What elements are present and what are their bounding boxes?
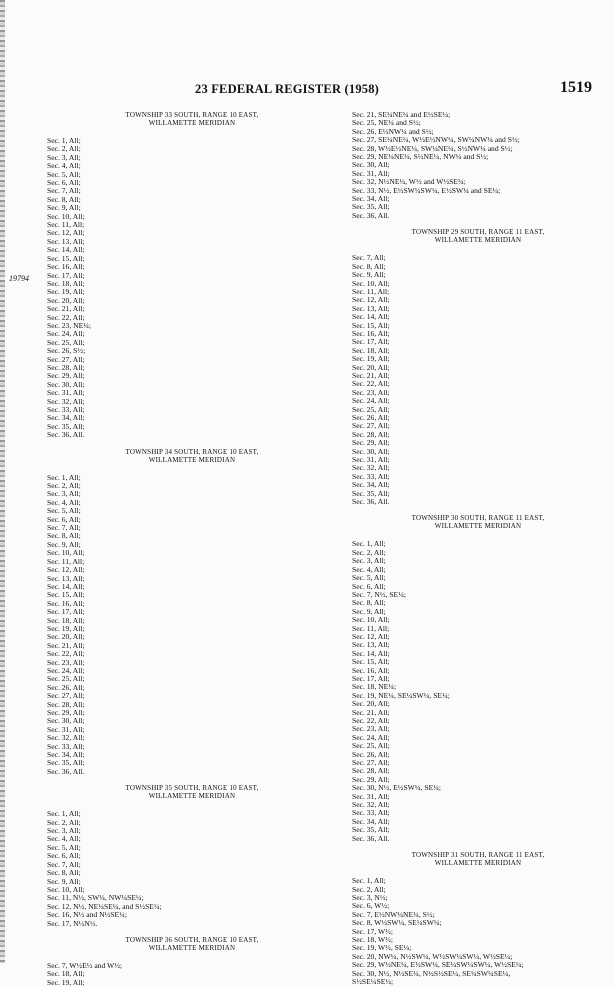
section-entry: Sec. 33, All; xyxy=(352,808,390,818)
section-entry: Sec. 17, All; xyxy=(352,673,390,683)
section-entry: Sec. 7, W½E½ and W½; xyxy=(47,960,123,970)
section-entry: Sec. 27, All; xyxy=(352,758,390,768)
section-entry: Sec. 34, All; xyxy=(47,413,85,423)
section-entry: Sec. 17, All; xyxy=(352,337,390,347)
section-entry: Sec. 7, N½, SE¼; xyxy=(352,589,406,599)
section-entry: Sec. 19, All; xyxy=(47,977,85,987)
left-column xyxy=(47,111,337,987)
section-entry: Sec. 36, All. xyxy=(47,430,85,440)
section-entry: Sec. 19, W½, SE¼; xyxy=(352,943,412,953)
section-entry: Sec. 31, All; xyxy=(47,388,85,398)
section-entry: Sec. 17, All; xyxy=(47,607,85,617)
section-entry: Sec. 2, All; xyxy=(47,481,81,491)
section-entry: Sec. 23, All; xyxy=(352,724,390,734)
section-entry: Sec. 1, All; xyxy=(47,136,81,145)
section-entry: Sec. 27, All; xyxy=(47,354,85,364)
section-entry: Sec. 26, All; xyxy=(352,749,390,759)
section-entry: Sec. 21, All; xyxy=(352,707,390,717)
section-entry: Sec. 28, All; xyxy=(352,766,390,776)
section-entry: Sec. 14, All; xyxy=(352,648,390,658)
section-entry: Sec. 7, All; xyxy=(47,523,81,533)
section-entry: Sec. 12, All; xyxy=(352,295,390,305)
section-entry: Sec. 32, All; xyxy=(47,396,85,406)
section-entry: Sec. 16, All; xyxy=(47,262,85,272)
township-heading-line: WILLAMETTE MERIDIAN xyxy=(148,455,236,464)
section-entry: Sec. 25, All; xyxy=(352,741,390,751)
section-entry: Sec. 21, SE¼NE¼ and E½SE¼; xyxy=(352,110,451,119)
section-entry: Sec. 35, All; xyxy=(47,758,85,768)
section-entry: Sec. 11, N½, SW¼, NW¼SE¼; xyxy=(47,893,144,903)
section-entry: Sec. 6, All; xyxy=(47,851,81,861)
section-entry: Sec. 16, All; xyxy=(352,328,390,338)
township-heading xyxy=(47,448,337,464)
township-heading-line: WILLAMETTE MERIDIAN xyxy=(434,522,522,531)
section-entry: Sec. 13, All; xyxy=(47,236,85,246)
section-entry: Sec. 25, NE¼ and S½; xyxy=(352,118,421,128)
section-entry: Sec. 23, All; xyxy=(47,657,85,667)
section-entry: Sec. 21, All; xyxy=(47,640,85,650)
section-entry: Sec. 31, All; xyxy=(352,791,390,801)
section-entry: Sec. 33, All; xyxy=(352,471,390,481)
section-entry: Sec. 2, All; xyxy=(352,547,386,557)
section-entry: Sec. 7, All; xyxy=(47,859,81,869)
section-entry: Sec. 19, All; xyxy=(47,287,85,297)
section-entry: Sec. 29, All; xyxy=(352,774,390,784)
section-entry: Sec. 18, All; xyxy=(47,969,85,979)
section-entry: Sec. 34, All; xyxy=(47,750,85,760)
section-entry: Sec. 9, All; xyxy=(352,270,386,280)
section-entry: Sec. 19, NE¼, SE¼SW¼, SE¼; xyxy=(352,690,450,700)
section-entry: Sec. 36, All. xyxy=(352,497,390,507)
section-entry: Sec. 1, All; xyxy=(47,809,81,819)
section-entry: Sec. 3, All; xyxy=(352,556,386,566)
section-entry: Sec. 8, All; xyxy=(352,261,386,271)
section-entry: Sec. 3, All; xyxy=(47,826,81,836)
page-header xyxy=(0,80,614,98)
section-entry: Sec. 2, All; xyxy=(352,884,386,894)
section-entry: Sec. 26, All; xyxy=(47,682,85,692)
section-entry: Sec. 26, All; xyxy=(352,413,390,422)
township-heading xyxy=(47,784,337,800)
section-entry: Sec. 12, All; xyxy=(47,565,85,575)
section-entry: Sec. 6, W½; xyxy=(352,901,390,911)
section-entry: Sec. 4, All; xyxy=(47,834,81,844)
section-entry: Sec. 13, All; xyxy=(47,573,85,583)
section-entry: Sec. 20, NW¼, N½SW¼, W½SW¼SW¼, W½SE¼; xyxy=(352,951,513,961)
section-entry: Sec. 10, All; xyxy=(47,211,85,221)
section-entry: Sec. 17, W½; xyxy=(352,926,393,936)
section-entry: Sec. 2, All; xyxy=(47,144,81,154)
section-entry: Sec. 9, All; xyxy=(352,606,386,616)
section-entry: Sec. 8, W½SW¼, SE¼SW¼; xyxy=(352,918,442,928)
section-entry: Sec. 3, All; xyxy=(47,152,81,162)
section-entry: Sec. 1, All; xyxy=(352,539,386,549)
section-entry: Sec. 24, All; xyxy=(352,396,390,406)
township-heading-line: TOWNSHIP 36 SOUTH, RANGE 10 EAST, xyxy=(125,935,259,944)
township-heading-line: WILLAMETTE MERIDIAN xyxy=(148,792,236,801)
section-entry: Sec. 29, NE¼NE¼, S½NE¼, NW¼ and S½; xyxy=(352,152,489,162)
section-entry: Sec. 7, All; xyxy=(47,186,81,196)
township-heading xyxy=(352,851,604,867)
section-entry: Sec. 31, All; xyxy=(47,724,85,734)
section-entry: Sec. 29, All; xyxy=(352,438,390,448)
section-entry: Sec. 35, All; xyxy=(352,488,390,498)
section-entry: Sec. 36, All. xyxy=(352,833,390,843)
section-entry: Sec. 9, All; xyxy=(47,539,81,549)
section-entry: Sec. 13, All; xyxy=(352,303,390,313)
section-entry: Sec. 13, All; xyxy=(352,640,390,650)
section-entry: Sec. 8, All; xyxy=(352,598,386,608)
section-entry: Sec. 6, All; xyxy=(47,178,81,188)
section-entry: Sec. 36, All. xyxy=(352,210,390,220)
township-heading xyxy=(47,111,337,127)
section-entry: Sec. 4, All; xyxy=(47,497,81,507)
section-entry: Sec. 32, All; xyxy=(47,733,85,743)
township-heading-line: WILLAMETTE MERIDIAN xyxy=(434,859,522,868)
section-entry: Sec. 9, All; xyxy=(47,876,81,886)
page-binding-edge xyxy=(0,0,5,963)
section-entry: Sec. 5, All; xyxy=(47,506,81,516)
township-heading-line: WILLAMETTE MERIDIAN xyxy=(148,119,236,127)
section-entry: Sec. 15, All; xyxy=(47,253,85,263)
section-entry: Sec. 26, S½; xyxy=(47,346,86,356)
section-entry: Sec. 23, All; xyxy=(352,387,390,397)
right-column xyxy=(352,111,604,986)
section-entry: Sec. 36, All. xyxy=(47,766,85,776)
township-heading xyxy=(352,228,604,244)
section-entry: Sec. 8, All; xyxy=(47,868,81,878)
section-entry: Sec. 16, N½ and N½SE¼; xyxy=(47,910,127,920)
section-entry: Sec. 10, All; xyxy=(352,278,390,288)
township-heading-line: WILLAMETTE MERIDIAN xyxy=(434,236,522,245)
section-entry: Sec. 35, All; xyxy=(352,202,390,212)
section-entry: Sec. 6, All; xyxy=(352,581,386,591)
section-entry: Sec. 10, All; xyxy=(47,548,85,558)
section-entry: Sec. 30, N½, N½SE¼, N½S½SE¼, SE¼SW¼SE¼, xyxy=(352,968,511,978)
section-entry: Sec. 25, All; xyxy=(47,337,85,347)
section-entry: Sec. 15, All; xyxy=(47,590,85,600)
section-entry: Sec. 14, All; xyxy=(352,312,390,322)
section-entry: Sec. 22, All; xyxy=(47,649,85,659)
section-entry: Sec. 18, W½; xyxy=(352,934,393,944)
section-entry: Sec. 19, All; xyxy=(352,354,390,364)
section-entry: Sec. 2, All; xyxy=(47,817,81,827)
section-entry: Sec. 3, N½; xyxy=(352,892,388,902)
section-entry: Sec. 24, All; xyxy=(352,732,390,742)
page-number: 1519 xyxy=(560,79,592,96)
section-entry: Sec. 27, All; xyxy=(47,691,85,701)
section-entry: Sec. 22, All; xyxy=(47,312,85,322)
section-entry: Sec. 15, All; xyxy=(352,657,390,667)
section-entry: Sec. 30, All; xyxy=(47,716,85,726)
section-entry: Sec. 31, All; xyxy=(352,455,390,465)
section-entry: Sec. 20, All; xyxy=(352,699,390,709)
section-entry: Sec. 28, All; xyxy=(47,699,85,709)
section-entry: Sec. 30, All; xyxy=(352,160,390,170)
section-entry: Sec. 31, All; xyxy=(352,168,390,178)
section-entry: Sec. 27, SE¼NE¼, W½E½NW¼, SW¼NW¼ and S½; xyxy=(352,135,520,145)
section-entry: Sec. 33, N½, E½SW¼SW¼, E½SW¼ and SE¼; xyxy=(352,185,501,195)
township-heading xyxy=(47,936,337,952)
section-entry: Sec. 4, All; xyxy=(47,161,81,171)
section-entry: Sec. 34, All; xyxy=(352,816,390,826)
section-entry: Sec. 16, All; xyxy=(47,598,85,608)
section-entry: Sec. 11, All; xyxy=(47,220,85,230)
section-entry: Sec. 14, All; xyxy=(47,581,85,591)
section-entry: Sec. 32, All; xyxy=(352,463,390,473)
section-entry: Sec. 30, N½, E½SW¼, SE¼; xyxy=(352,783,442,793)
section-entry: Sec. 16, All; xyxy=(352,665,390,675)
township-heading-line: TOWNSHIP 29 SOUTH, RANGE 11 EAST, xyxy=(411,228,545,237)
section-entry: Sec. 32, N½NE¼, W½ and W½SE¼; xyxy=(352,177,466,187)
section-entry: Sec. 23, NE¼; xyxy=(47,320,92,330)
township-heading-line: WILLAMETTE MERIDIAN xyxy=(148,943,236,952)
publication-title: 23 FEDERAL REGISTER (1958) xyxy=(195,82,380,96)
section-entry: Sec. 29, All; xyxy=(47,371,85,381)
section-entry: Sec. 29, All; xyxy=(47,708,85,717)
section-entry: Sec. 22, All; xyxy=(352,716,390,725)
section-entry: Sec. 17, N½N½. xyxy=(47,918,98,928)
section-entry: Sec. 4, All; xyxy=(352,564,386,574)
section-entry: Sec. 18, All; xyxy=(47,278,85,288)
section-entry: Sec. 12, N½, NE¼SE¼, and S½SE¼; xyxy=(47,901,162,911)
township-heading-line: TOWNSHIP 33 SOUTH, RANGE 10 EAST, xyxy=(125,111,259,119)
section-entry: Sec. 9, All; xyxy=(47,203,81,213)
section-entry: Sec. 7, E½NW¼NE¼, S½; xyxy=(352,909,435,919)
section-entry: Sec. 5, All; xyxy=(47,169,81,179)
section-entry: S½SE¼SE¼; xyxy=(352,976,394,986)
section-entry: Sec. 30, All; xyxy=(47,379,85,389)
section-entry: Sec. 11, All; xyxy=(47,556,85,566)
township-heading-line: TOWNSHIP 35 SOUTH, RANGE 10 EAST, xyxy=(125,784,259,793)
section-entry: Sec. 29, W½NE¼, E½SW¼, SE¼SW¼SW¼, W½SE¼; xyxy=(352,960,524,970)
section-entry: Sec. 35, All; xyxy=(47,421,85,431)
section-entry: Sec. 28, All; xyxy=(47,362,85,372)
section-entry: Sec. 18, NE¼; xyxy=(352,682,397,692)
section-entry: Sec. 19, All; xyxy=(47,623,85,633)
section-entry: Sec. 22, All; xyxy=(352,379,390,389)
section-entry: Sec. 10, All; xyxy=(47,884,85,894)
section-entry: Sec. 35, All; xyxy=(352,825,390,835)
margin-reference-number: 19794 xyxy=(9,274,29,283)
township-heading-line: TOWNSHIP 30 SOUTH, RANGE 11 EAST, xyxy=(411,514,545,523)
township-heading-line: TOWNSHIP 34 SOUTH, RANGE 10 EAST, xyxy=(125,447,259,456)
section-entry: Sec. 28, W½E½NE¼, SW¼NE¼, S½NW¼ and S½; xyxy=(352,143,513,153)
section-entry: Sec. 5, All; xyxy=(352,573,386,583)
section-entry: Sec. 18, All; xyxy=(47,615,85,625)
township-heading xyxy=(352,514,604,530)
section-entry: Sec. 24, All; xyxy=(47,329,85,339)
section-entry: Sec. 20, All; xyxy=(47,295,85,305)
section-entry: Sec. 30, All; xyxy=(352,446,390,456)
section-entry: Sec. 7, All; xyxy=(352,253,386,263)
section-entry: Sec. 6, All; xyxy=(47,514,81,524)
section-entry: Sec. 10, All; xyxy=(352,615,390,625)
section-entry: Sec. 12, All; xyxy=(352,631,390,641)
township-heading-line: TOWNSHIP 31 SOUTH, RANGE 11 EAST, xyxy=(411,851,545,860)
section-entry: Sec. 20, All; xyxy=(47,632,85,642)
section-entry: Sec. 20, All; xyxy=(352,362,390,372)
section-entry: Sec. 15, All; xyxy=(352,320,390,330)
section-entry: Sec. 5, All; xyxy=(47,842,81,852)
section-entry: Sec. 27, All; xyxy=(352,421,390,431)
section-entry: Sec. 18, All; xyxy=(352,345,390,355)
section-entry: Sec. 3, All; xyxy=(47,489,81,499)
section-entry: Sec. 11, All; xyxy=(352,286,390,296)
section-entry: Sec. 34, All; xyxy=(352,480,390,490)
section-entry: Sec. 34, All; xyxy=(352,194,390,204)
section-entry: Sec. 8, All; xyxy=(47,194,81,204)
section-entry: Sec. 33, All; xyxy=(47,741,85,751)
section-entry: Sec. 21, All; xyxy=(47,304,85,314)
section-entry: Sec. 25, All; xyxy=(47,674,85,684)
section-entry: Sec. 1, All; xyxy=(47,472,81,482)
section-entry: Sec. 24, All; xyxy=(47,665,85,675)
section-entry: Sec. 32, All; xyxy=(352,800,390,810)
section-entry: Sec. 1, All; xyxy=(352,876,386,886)
section-entry: Sec. 25, All; xyxy=(352,404,390,414)
section-entry: Sec. 14, All; xyxy=(47,245,85,255)
section-entry: Sec. 12, All; xyxy=(47,228,85,238)
section-entry: Sec. 28, All; xyxy=(352,429,390,439)
section-entry: Sec. 17, All; xyxy=(47,270,85,280)
section-entry: Sec. 26, E½NW¼ and S½; xyxy=(352,126,434,136)
section-entry: Sec. 8, All; xyxy=(47,531,81,541)
section-entry: Sec. 33, All; xyxy=(47,405,85,414)
section-entry: Sec. 21, All; xyxy=(352,370,390,380)
section-entry: Sec. 11, All; xyxy=(352,623,390,633)
